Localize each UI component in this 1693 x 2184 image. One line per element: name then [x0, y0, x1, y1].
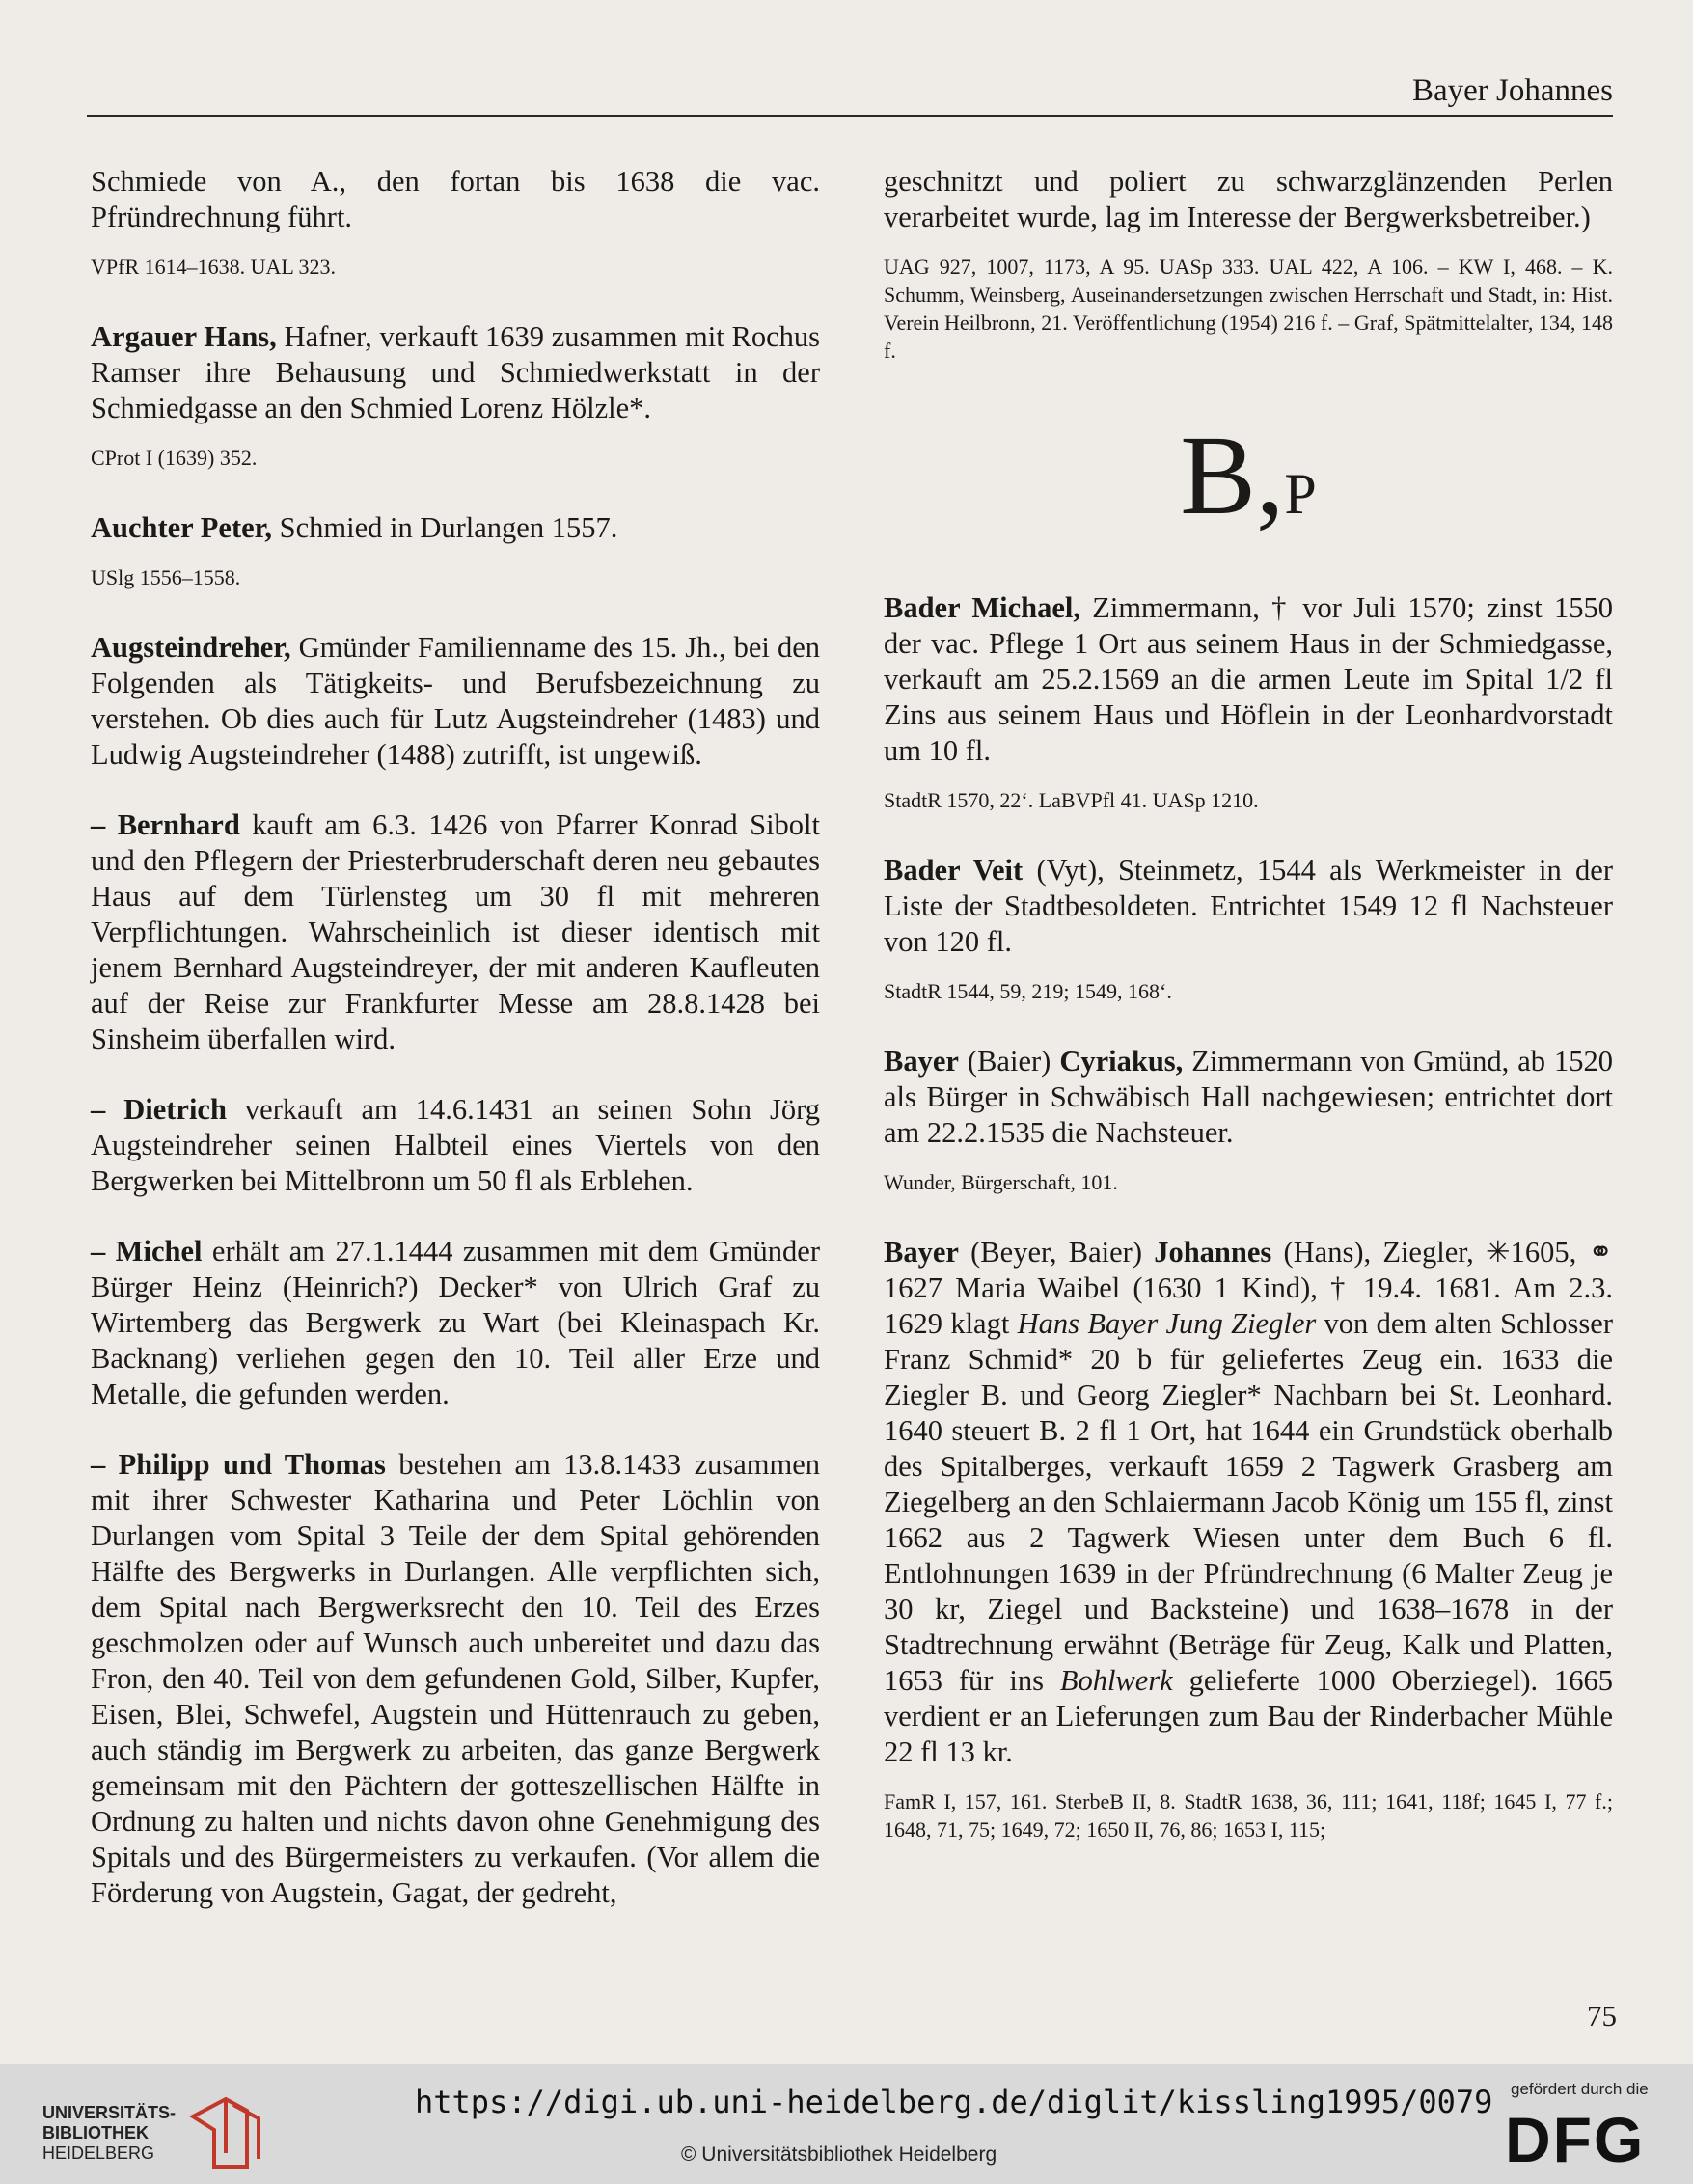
library-logo[interactable] [42, 2078, 250, 2174]
library-name-line: BIBLIOTHEK [42, 2123, 149, 2143]
entry-quote: Hans Bayer Jung Ziegler [1017, 1307, 1317, 1340]
entry-lemma: – Bernhard [91, 808, 240, 841]
library-name-line: UNIVERSITÄTS- [42, 2103, 177, 2122]
entry-lemma: Bader Veit [884, 854, 1024, 887]
entry-continuation [884, 164, 1613, 235]
entry-text: Zimmermann, † vor Juli 1570; zinst 1550 der vac. Pflege 1 Ort aus seinem Haus in der Schmiedgasse, verkauft am 25.2.1569 an die armen Leute im Spital 1/2 fl Zins aus seinem Haus und Höflein in der Leonhardvorstadt um 10 fl. [884, 591, 1614, 767]
entry-lemma: – Philipp und Thomas [91, 1448, 386, 1481]
entry-text: erhält am 27.1.1444 zusammen mit dem Gmünder Bürger Heinz (Heinrich?) Decker* von Ulrich Graf zu Wirtemberg das Bergwerk zu Wart (bei Kleinaspach Kr. Backnang) verliehen gegen den 10. Teil aller Erze und Metalle, die gefunden werden. [91, 1235, 821, 1410]
entry-quote: Bohlwerk [1059, 1664, 1173, 1697]
entry-reference: USlg 1556–1558. [91, 565, 241, 589]
entry-text: (Hans), Ziegler, ✳1605, ⚭ 1627 Maria Waibel (1630 1 Kind), † 19.4. 1681. Am 2.3. 1629 klagt [884, 1236, 1613, 1340]
entry-lemma: Johannes [1154, 1236, 1272, 1269]
entry-bayer-cyriakus [884, 1044, 1613, 1151]
entry-text: Zimmermann von Gmünd, ab 1520 als Bürger in Schwäbisch Hall nachgewiesen; entrichtet dort am 22.2.1535 die Nachsteuer. [884, 1045, 1613, 1149]
entry-reference: FamR I, 157, 161. SterbeB II, 8. StadtR 1638, 36, 111; 1641, 118f; 1645 I, 77 f.; 1648, 71, 75; 1649, 72; 1650 II, 76, 86; 1653 I, 115; [884, 1789, 1613, 1842]
entry-auchter-peter [91, 510, 820, 546]
entry-text: kauft am 6.3. 1426 von Pfarrer Konrad Sibolt und den Pflegern der Priesterbruderschaft deren neu gebautes Haus auf dem Türlensteg um 30 fl mit mehreren Verpflichtungen. Wahrscheinlich ist dieser identisch mit jenem Bernhard Augsteindreyer, der mit anderen Kaufleuten auf der Reise zur Frankfurter Messe am 28.8.1428 bei Sinsheim überfallen wird. [91, 808, 820, 1055]
copyright-notice: © Universitätsbibliothek Heidelberg [681, 2143, 997, 2166]
entry-text: geschnitzt und poliert zu schwarzglänzenden Perlen verarbeitet wurde, lag im Interesse der Bergwerksbetreiber.) [884, 165, 1613, 233]
entry-lemma: Augsteindreher, [91, 631, 291, 664]
entry-text: verkauft am 14.6.1431 an seinen Sohn Jörg Augsteindreher seinen Halbteil eines Viertels von den Bergwerken bei Mittelbronn um 50 fl als Erblehen. [91, 1093, 820, 1197]
footer-bar [0, 2064, 1693, 2184]
dfg-logo[interactable]: DFG [1505, 2104, 1646, 2175]
entry-reference: UAG 927, 1007, 1173, A 95. UASp 333. UAL 422, A 106. – KW I, 468. – K. Schumm, Weinsberg, Auseinandersetzungen zwischen Herrschaft und Stadt, in: Hist. Verein Heilbronn, 21. Veröffentlichung (1954) 216 f. – Graf, Spätmittelalter, 134, 148 f. [884, 255, 1613, 363]
entry-reference: VPfR 1614–1638. UAL 323. [91, 255, 337, 279]
entry-bader-veit [884, 853, 1613, 960]
entry-text: Schmiede von A., den fortan bis 1638 die vac. Pfründrechnung führt. [91, 165, 820, 233]
running-head: Bayer Johannes [87, 73, 1613, 117]
funding-note: gefördert durch die [1511, 2080, 1649, 2098]
section-letter-main: B [1180, 412, 1256, 538]
entry-lemma: Argauer Hans, [91, 320, 277, 353]
entry-text: Schmied in Durlangen 1557. [272, 511, 618, 544]
entry-reference: StadtR 1570, 22‘. LaBVPfl 41. UASp 1210. [884, 788, 1259, 812]
entry-michel [91, 1234, 820, 1412]
entry-text: Gmünder Familienname des 15. Jh., bei den Folgenden als Tätigkeits- und Berufsbezeichnung zu verstehen. Ob dies auch für Lutz Augsteindreher (1483) und Ludwig Augsteindreher (1488) zutrifft, ist ungewiß. [91, 631, 820, 771]
entry-lemma: – Dietrich [91, 1093, 227, 1126]
entry-lemma: Bader Michael, [884, 591, 1080, 624]
library-name-line: HEIDELBERG [42, 2143, 155, 2163]
page-number: 75 [1587, 1999, 1617, 2033]
entry-text: Hafner, verkauft 1639 zusammen mit Rochus Ramser ihre Behausung und Schmiedwerkstatt in der Schmiedgasse an den Schmied Lorenz Hölzle*. [91, 320, 821, 424]
entry-lemma: Bayer [884, 1045, 959, 1078]
entry-bernhard [91, 807, 820, 1057]
library-emblem-icon [187, 2095, 266, 2169]
section-letter-comma: , [1255, 412, 1285, 538]
entry-text: bestehen am 13.8.1433 zusammen mit ihrer Schwester Katharina und Peter Löchlin von Durlangen vom Spital 3 Teile der dem Spital gehörenden Hälfte des Bergwerks in Durlangen. Alle verpflichten sich, dem Spital nach Bergwerksrecht den 10. Teil des Erzes geschmolzen oder auf Wunsch auch unbereitet und dazu das Fron, den 40. Teil von dem gefundenen Gold, Silber, Kupfer, Eisen, Blei, Schwefel, Augstein und Hüttenrauch zu geben, auch ständig im Bergwerk zu arbeiten, das ganze Bergwerk gemeinsam mit den Pächtern der gotteszellischen Hälfte in Ordnung zu halten und nichts davon ohne Genehmigung des Spitals und des Bürgermeisters zu verkaufen. (Vor allem die Förderung von Augstein, Gagat, der gedreht, [91, 1448, 820, 1909]
entry-text: von dem alten Schlosser Franz Schmid* 20 b für geliefertes Zeug ein. 1633 die Ziegler B. und Georg Ziegler* Nachbarn bei St. Leonhard. 1640 steuert B. 2 fl 1 Ort, hat 1644 ein Grundstück oberhalb des Spitalberges, verkauft 1659 2 Tagwerk Grasberg am Ziegelberg an den Schlaiermann Jacob König um 155 fl, zinst 1662 aus 2 Tagwerk Wiesen unter dem Buch 6 fl. Entlohnungen 1639 in der Pfründrechnung (6 Malter Zeug je 30 kr, Ziegel und Backsteine) und 1638–1678 in der Stadtrechnung erwähnt (Beträge für Zeug, Kalk und Platten, 1653 für ins [884, 1307, 1613, 1697]
entry-lemma: Bayer [884, 1236, 959, 1269]
section-letter [884, 412, 1613, 538]
entry-lemma: Cyriakus, [1059, 1045, 1184, 1078]
entry-text: gelieferte 1000 Oberziegel). 1665 verdient er an Lieferungen zum Bau der Rinderbacher Mühle 22 fl 13 kr. [884, 1664, 1613, 1768]
source-url-link[interactable]: https://digi.ub.uni-heidelberg.de/diglit/kissling1995/0079 [415, 2084, 1493, 2120]
library-logo-text [42, 2103, 176, 2164]
entry-reference: CProt I (1639) 352. [91, 446, 258, 470]
entry-augsteindreher [91, 630, 820, 773]
entry-bader-michael [884, 590, 1613, 769]
entry-reference: StadtR 1544, 59, 219; 1549, 168‘. [884, 979, 1172, 1003]
entry-lemma: Auchter Peter, [91, 511, 273, 544]
entry-bayer-johannes [884, 1235, 1613, 1770]
entry-variant: (Beyer, Baier) [958, 1236, 1155, 1269]
section-letter-sub: P [1284, 462, 1317, 526]
entry-text: (Vyt), Steinmetz, 1544 als Werkmeister in der Liste der Stadtbesoldeten. Entrichtet 1549 12 fl Nachsteuer von 120 fl. [884, 854, 1613, 958]
entry-variant: (Baier) [958, 1045, 1060, 1078]
entry-dietrich [91, 1092, 820, 1199]
entry-reference: Wunder, Bürgerschaft, 101. [884, 1170, 1118, 1194]
entry-lemma: – Michel [91, 1235, 203, 1268]
entry-argauer-hans [91, 319, 820, 426]
left-column [91, 164, 820, 1928]
right-column [884, 164, 1613, 1882]
entry-philipp-und-thomas [91, 1447, 820, 1911]
entry-continuation [91, 164, 820, 235]
